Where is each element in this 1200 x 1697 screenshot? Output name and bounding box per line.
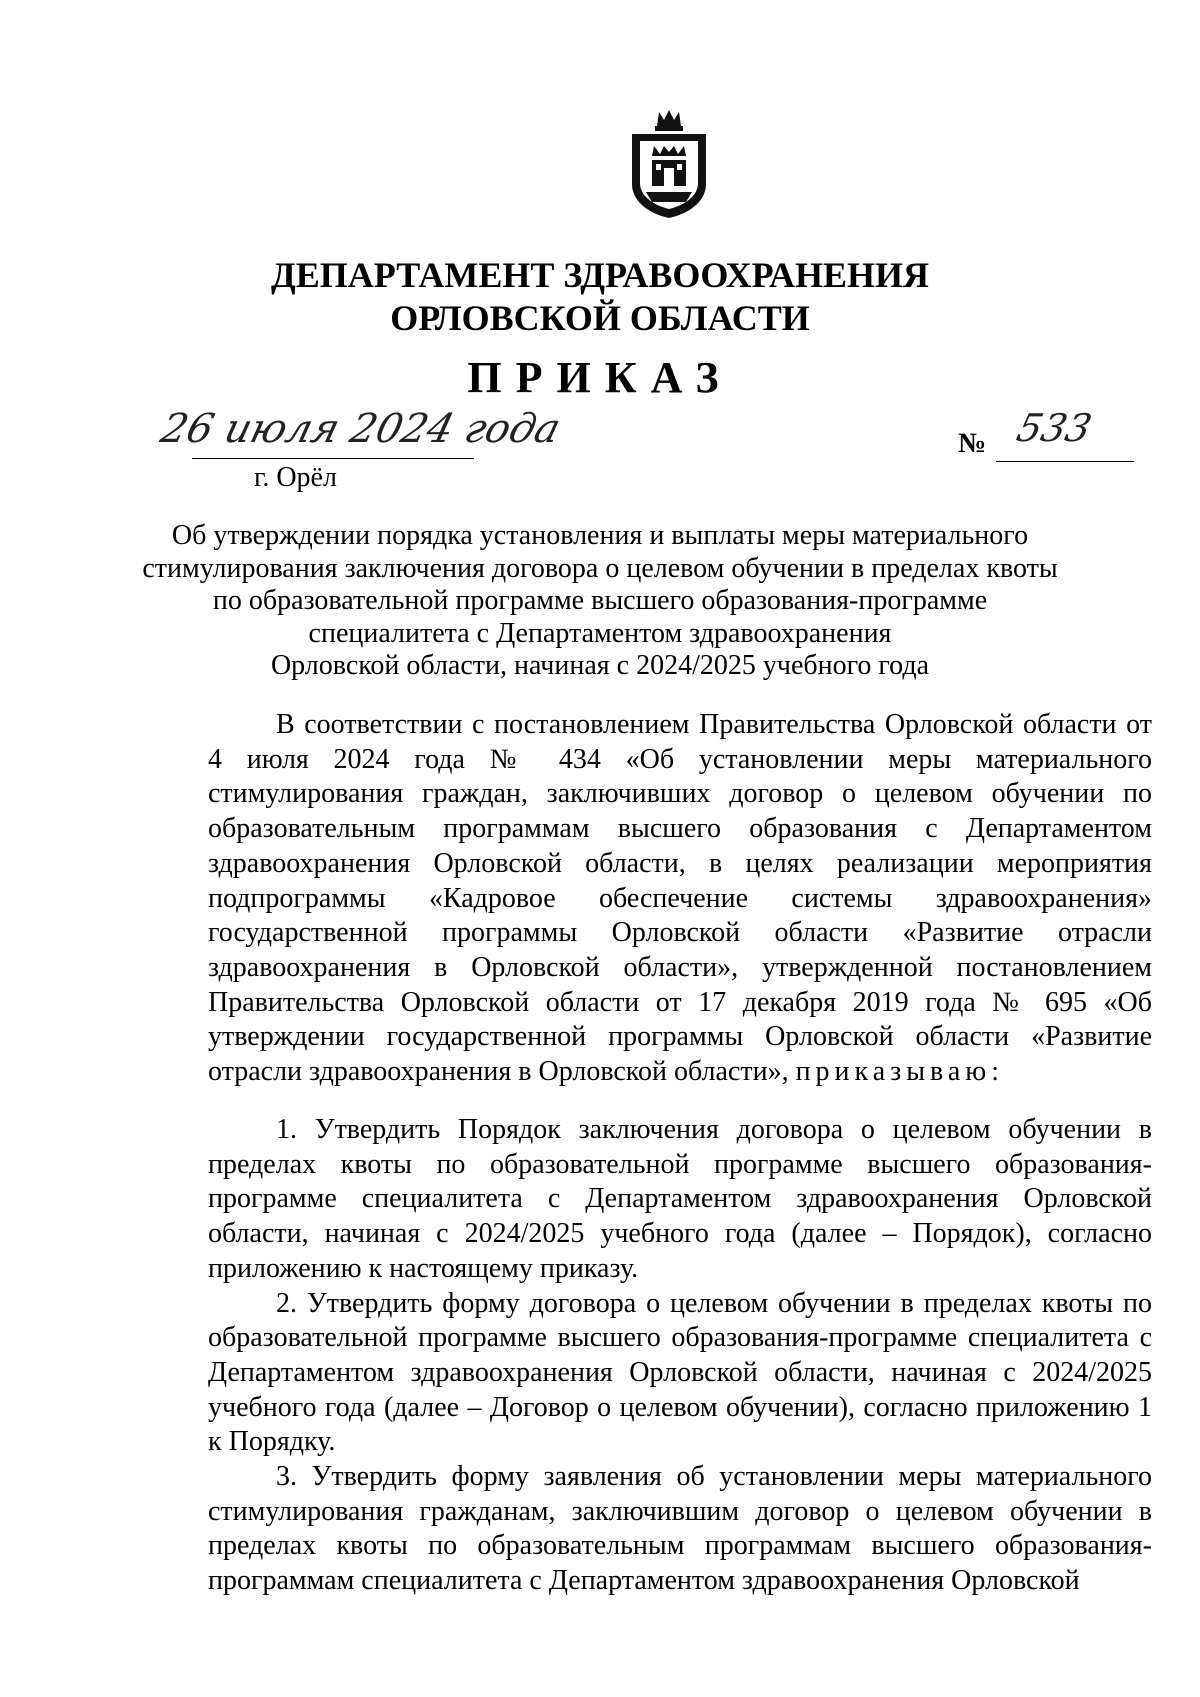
preamble-paragraph — [208, 708, 1152, 1090]
order-item: 3. Утвердить форму заявления об установлении меры материального стимулирования гражданам, заключившим договор о целевом обучении в пределах квоты по образовательным программам высшего образования-программам специалитета с Департаментом здравоохранения Орловской — [208, 1461, 1152, 1597]
preamble-text: В соответствии с постановлением Правительства Орловской области от 4 июля 2024 года № 434 «Об установлении меры материального стимулирования граждан, заключивших договор о целевом обучении по образовательным программам высшего образования с Департаментом здравоохранения Орловской области, в целях реализации мероприятия подпрограммы «Кадровое обеспечение системы здравоохранения» государственной программы Орловской области «Развитие отрасли здравоохранения в Орловской области», утвержденной постановлением Правительства Орловской области от 17 декабря 2019 года № 695 «Об утверждении государственной программы Орловской области «Развитие отрасли здравоохранения в Орловской области», — [208, 709, 1152, 1088]
order-item: 2. Утвердить форму договора о целевом обучении в пределах квоты по образовательной программе высшего образования-программе специалитета с Департаментом здравоохранения Орловской области, начиная с 2024/2025 учебного года (далее – Договор о целевом обучении), согласно приложению 1 к Порядку. — [208, 1287, 1152, 1458]
preamble-block — [208, 708, 1152, 1090]
org-line-2: ОРЛОВСКОЙ ОБЛАСТИ — [390, 298, 810, 338]
order-item: 1. Утвердить Порядок заключения договора о целевом обучении в пределах квоты по образовательной программе высшего образования-программе специалитета с Департаментом здравоохранения Орловской области, начиная с 2024/2025 учебного года (далее – Порядок), согласно приложению к настоящему приказу. — [208, 1114, 1152, 1284]
handwritten-date: 26 июля 2024 года — [156, 406, 566, 452]
coat-of-arms-emblem — [624, 108, 714, 220]
subject-line: Орловской области, начиная с 2024/2025 учебного года — [270, 650, 930, 682]
handwritten-number: 533 — [1012, 406, 1097, 450]
order-word: приказываю: — [795, 1056, 1004, 1088]
city-label: г. Орёл — [254, 462, 337, 493]
date-underline — [192, 458, 474, 459]
order-items — [208, 1113, 1152, 1599]
organization-name — [0, 254, 1200, 340]
document-type-title: ПРИКАЗ — [467, 353, 733, 402]
number-label: № — [958, 428, 987, 459]
number-underline — [996, 461, 1134, 462]
subject-line: стимулирования заключения договора о целевом обучении в пределах квоты — [142, 552, 1058, 584]
subject-line: по образовательной программе высшего образования-программе — [212, 585, 988, 617]
order-subject — [0, 520, 1200, 683]
subject-line: Об утверждении порядка установления и выплаты меры материального — [171, 520, 1029, 551]
org-line-1: ДЕПАРТАМЕНТ ЗДРАВООХРАНЕНИЯ — [271, 255, 929, 295]
subject-line: специалитета с Департаментом здравоохранения — [308, 617, 892, 649]
